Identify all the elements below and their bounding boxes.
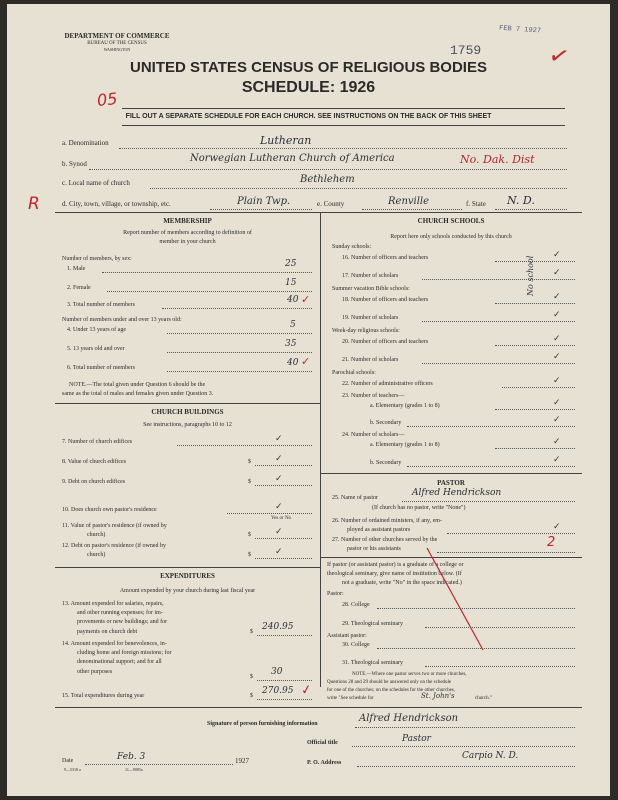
local-name-value: Bethlehem: [300, 174, 355, 185]
state-value: N. D.: [507, 194, 535, 207]
red-pen-stroke: [425, 546, 505, 656]
census-schedule-form: DEPARTMENT OF COMMERCE BUREAU OF THE CENSUS WASHINGTON 1759 FEB 7 1927 ✓ UNITED STATES CENSUS OF RELIGIOUS BODIES SCHEDULE: 1926 05 FILL OUT A SEPARATE SCHEDULE FOR EACH CHURCH. SEE INSTRUCTIONS ON THE BACK OF THIS SHEET a. Denomination Lutheran b. Synod Norwegian Lutheran Church of America No. Dak. Dist c. Local name of church Bethlehem R d. City, town, village, or township, etc. Plain Twp. e. County Renville f. State N. D. MEMBERSHIP Report number of members according to definition of member in your church Number of members, by sex: 1. Male 25 2. Female 15 3. Total number of members 40 ✓ Number of members under and over 13 years old: 4. Under 13 years of age 5 5. 13 years old and over 35 6. Total number of members 40 ✓ NOTE.—The total given under Question 6 should be the same as the total of males and females given under Question 3. CHURCH BUILDINGS See instructions, paragraphs 10 to 12 7. Number of church edifices ✓ 8. Value of church edifices $ ✓ 9. Debt on church edifices $ ✓ 10. Does church own pastor's residence ✓ Yes or No 11. Value of pastor's residence (if owned by church) $ ✓ 12. Debt on pastor's residence (if owned by church) $ ✓ EXPENDITURES Amount expended by your church during last fiscal year 13. Amount expended for salaries, repairs, and other running expenses; for im- provements or new buildings; and for payments on church debt $ 240.95 14. Amount expended for benevolences, in- cluding home and foreign missions; for denominational support; and for all other purposes $ 30 15. Total expenditures during year $ 270.95 ✓ CHURCH SCHOOLS Report here only schools conducted by this church Sunday schools: 16. Number of officers and teachers ✓ 17. Number of scholars ✓ Summer vacation Bible schools: 18. Number of officers and teachers ✓ 19. Number of scholars ✓ Week-day religious schools: 20. Number of officers and teachers ✓ 21. Number of scholars ✓ Parochial schools: 22. Number of administrative officers ✓ 23. Number of teachers— a. Elementary (grades 1 to 8) ✓ b. Secondary ✓ 24. Number of scholars— a. Elementary (grades 1 to 8) ✓ b. Secondary ✓ No school PASTOR 25. Name of pastor Alfred Hendrickson (If church has no pastor, write "None") 26. Number of ordained ministers, if any, em- ployed as assistant pastors ✓ 27. Number of other churches served by the pastor or his assistants 2 If pastor (or assistant pastor) is a graduate of a college or theological seminary, give name of institution below. (If not a graduate, write "No" in the space indicated.) Pastor: 28. College 29. Theological seminary Assistant pastor: 30. College 31. Theological seminary NOTE.—Where one pastor serves two or more churches, Questions 28 and 29 should be answered only on the schedule for one of the churches; on the schedules for the other churches, write "See schedule for St. John's church." Signature of person furnishing information Alfred Hendrickson Official title Pastor Date Feb. 3 1927 P. O. Address Carpio N. D. 9—5318 a 11—9085a: [7, 4, 610, 796]
column-divider: [320, 212, 321, 687]
q15-value: 270.95: [262, 686, 294, 696]
department-label: DEPARTMENT OF COMMERCE: [64, 32, 170, 40]
over-13-value: 35: [285, 339, 297, 349]
address-value: Carpio N. D.: [462, 751, 519, 761]
official-title-value: Pastor: [402, 734, 431, 744]
male-value: 25: [285, 259, 297, 269]
synod-value: Norwegian Lutheran Church of America: [190, 153, 395, 164]
form-title: UNITED STATES CENSUS OF RELIGIOUS BODIES: [130, 59, 487, 76]
bureau-label: BUREAU OF THE CENSUS: [87, 41, 147, 46]
city-label: d. City, town, village, or township, etc.: [62, 200, 171, 208]
pastor-heading: PASTOR: [437, 479, 465, 487]
form-subtitle: SCHEDULE: 1926: [241, 79, 376, 96]
total-members-value: 40: [287, 295, 299, 305]
divider: [122, 125, 565, 126]
red-check-mark: ✓: [545, 39, 573, 73]
section-divider: [55, 212, 582, 213]
city-value: Plain Twp.: [237, 196, 291, 207]
denomination-label: a. Denomination: [62, 139, 109, 147]
no-school-note: No school: [526, 255, 535, 296]
synod-label: b. Synod: [62, 160, 87, 168]
signature-value: Alfred Hendrickson: [359, 713, 459, 724]
divider: [122, 108, 565, 109]
expenditures-heading: EXPENDITURES: [160, 572, 215, 580]
other-churches-value: 2: [547, 535, 556, 550]
red-code: 05: [96, 88, 119, 111]
date-stamp: FEB 7 1927: [498, 24, 542, 36]
instruction-line: FILL OUT A SEPARATE SCHEDULE FOR EACH CHURCH. SEE INSTRUCTIONS ON THE BACK OF THIS SHEET: [125, 113, 492, 120]
stamp-number: 1759: [450, 43, 482, 58]
county-label: e. County: [317, 200, 345, 208]
denomination-value: Lutheran: [260, 134, 312, 147]
state-label: f. State: [466, 200, 486, 208]
red-r-mark: R: [28, 194, 40, 214]
total-members-2-value: 40: [287, 358, 299, 368]
pastor-name-value: Alfred Hendrickson: [412, 488, 502, 498]
female-value: 15: [285, 278, 297, 288]
local-name-label: c. Local name of church: [62, 179, 130, 187]
q13-value: 240.95: [262, 622, 294, 632]
date-value: Feb. 3: [117, 752, 146, 762]
buildings-heading: CHURCH BUILDINGS: [151, 408, 224, 416]
county-value: Renville: [388, 196, 430, 207]
under-13-value: 5: [290, 320, 296, 330]
district-value: No. Dak. Dist: [460, 153, 535, 166]
q14-value: 30: [271, 667, 283, 677]
city-label: WASHINGTON: [103, 47, 131, 52]
schools-heading: CHURCH SCHOOLS: [417, 217, 485, 225]
membership-heading: MEMBERSHIP: [163, 217, 212, 225]
